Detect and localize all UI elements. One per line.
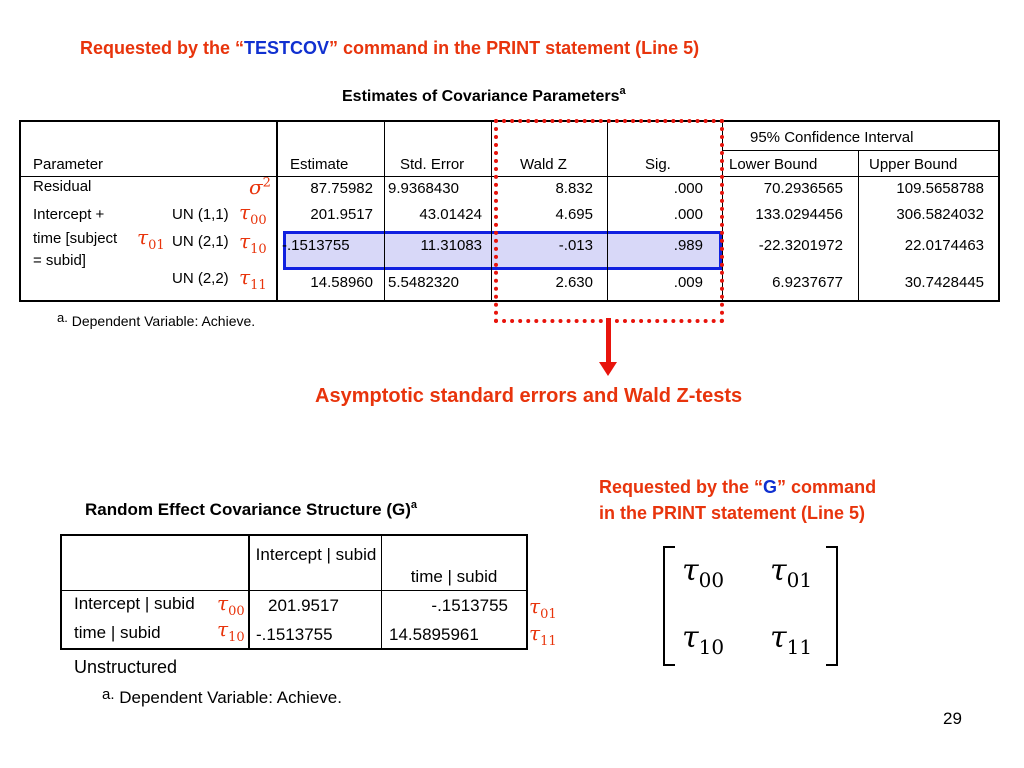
param-line-2: time [subject: [33, 230, 118, 247]
r0-waldz: 8.832: [555, 180, 593, 197]
sub-un22: UN (2,2): [172, 270, 229, 287]
r2-waldz: -.013: [558, 237, 593, 254]
table2-title-text: Random Effect Covariance Structure (G): [85, 500, 411, 519]
table2-col-intercept: Intercept | subid: [255, 545, 377, 564]
table2-row-intercept-label: Intercept | subid: [74, 594, 195, 613]
col-estimate: Estimate: [290, 156, 349, 173]
r1-upper: 306.5824032: [896, 206, 984, 223]
g-r1-v2: 14.5895961: [389, 625, 479, 644]
r2-estimate: -.1513755: [282, 237, 350, 254]
tau00-label-2: $\tau_{00}$: [217, 591, 245, 619]
table2-vline-1: [248, 534, 250, 650]
matrix-tau00: $\tau_{00}$: [682, 553, 725, 592]
sigma-squared-label: $\sigma^2$: [249, 175, 271, 199]
table2-footnote-mark: a.: [102, 686, 115, 703]
wald-annotation: Asymptotic standard errors and Wald Z-tests: [315, 385, 743, 407]
param-residual: Residual: [33, 178, 92, 195]
r3-sig: .009: [673, 274, 703, 291]
table1-footnote-text: Dependent Variable: Achieve.: [71, 313, 256, 329]
table2-col-time: time | subid: [410, 567, 498, 586]
g-r1-v1: -.1513755: [256, 625, 333, 644]
r0-se: 9.9368430: [388, 180, 459, 197]
tau01-label-2: $\tau_{01}$: [529, 594, 557, 622]
table2-border-bottom: [60, 648, 528, 650]
r3-waldz: 2.630: [555, 274, 593, 291]
matrix-tau10: $\tau_{10}$: [682, 620, 725, 659]
r3-estimate: 14.58960: [310, 274, 373, 291]
sub-un11: UN (1,1): [172, 206, 229, 223]
page-number: 29: [943, 709, 962, 728]
g-note-line2: in the PRINT statement (Line 5): [599, 503, 866, 523]
table2-vline-2: [381, 534, 382, 650]
r1-sig: .000: [673, 206, 703, 223]
ci-header: 95% Confidence Interval: [750, 129, 914, 146]
r0-upper: 109.5658788: [896, 180, 984, 197]
table1-footnote-mark: a.: [57, 310, 68, 325]
table2-title-sup: a: [410, 499, 418, 511]
g-r0-v1: 201.9517: [268, 596, 339, 615]
tau10-label-1: $\tau_{10}$: [239, 229, 267, 257]
r2-lower: -22.3201972: [758, 237, 843, 254]
r2-sig: .989: [673, 237, 703, 254]
matrix-tau01: $\tau_{01}$: [770, 553, 813, 592]
tau11-label-2: $\tau_{11}$: [529, 621, 557, 649]
table2-border-top: [60, 534, 528, 536]
heading-keyword: TESTCOV: [244, 38, 330, 58]
tau01-label-1: $\tau_{01}$: [137, 225, 165, 253]
r3-lower: 6.9237677: [772, 274, 843, 291]
r0-sig: .000: [673, 180, 703, 197]
table2-border-left: [60, 534, 62, 650]
table2-header-line: [60, 590, 528, 591]
col-lower-bound: Lower Bound: [729, 156, 818, 173]
matrix-tau11: $\tau_{11}$: [770, 620, 813, 659]
r3-upper: 30.7428445: [904, 274, 984, 291]
heading-part1: Requested by the “: [80, 38, 245, 58]
r1-waldz: 4.695: [555, 206, 593, 223]
tau00-label-1: $\tau_{00}$: [239, 200, 267, 228]
r1-lower: 133.0294456: [755, 206, 843, 223]
tau10-label-2: $\tau_{10}$: [217, 617, 245, 645]
table2-footnote: [102, 688, 342, 708]
col-parameter: Parameter: [33, 156, 104, 173]
param-line-1: Intercept +: [33, 206, 105, 223]
r2-se: 11.31083: [420, 237, 482, 254]
structure-label: Unstructured: [74, 657, 178, 677]
r0-lower: 70.2936565: [763, 180, 843, 197]
table2-footnote-text: Dependent Variable: Achieve.: [119, 688, 342, 707]
r1-estimate: 201.9517: [310, 206, 373, 223]
table1-title-sup: a: [619, 85, 626, 97]
g-note-line1: Requested by the “G” command: [599, 477, 877, 497]
r0-estimate: 87.75982: [310, 180, 373, 197]
tau11-label-1: $\tau_{11}$: [239, 265, 267, 293]
r3-se: 5.5482320: [388, 274, 459, 291]
col-std-error: Std. Error: [400, 156, 465, 173]
col-wald-z: Wald Z: [520, 156, 567, 173]
col-sig: Sig.: [645, 156, 671, 173]
heading-part2: ” command in the PRINT statement (Line 5): [329, 38, 700, 58]
matrix-left-bracket: [663, 546, 675, 666]
table2-row-time-label: time | subid: [74, 623, 161, 642]
r2-upper: 22.0174463: [904, 237, 984, 254]
g-r0-v2: -.1513755: [431, 596, 508, 615]
table1-title-text: Estimates of Covariance Parameters: [342, 88, 620, 105]
col-upper-bound: Upper Bound: [869, 156, 958, 173]
r1-se: 43.01424: [419, 206, 482, 223]
sub-un21: UN (2,1): [172, 233, 229, 250]
table2-border-right: [526, 534, 528, 650]
matrix-right-bracket: [826, 546, 838, 666]
param-line-3: = subid]: [33, 252, 86, 269]
